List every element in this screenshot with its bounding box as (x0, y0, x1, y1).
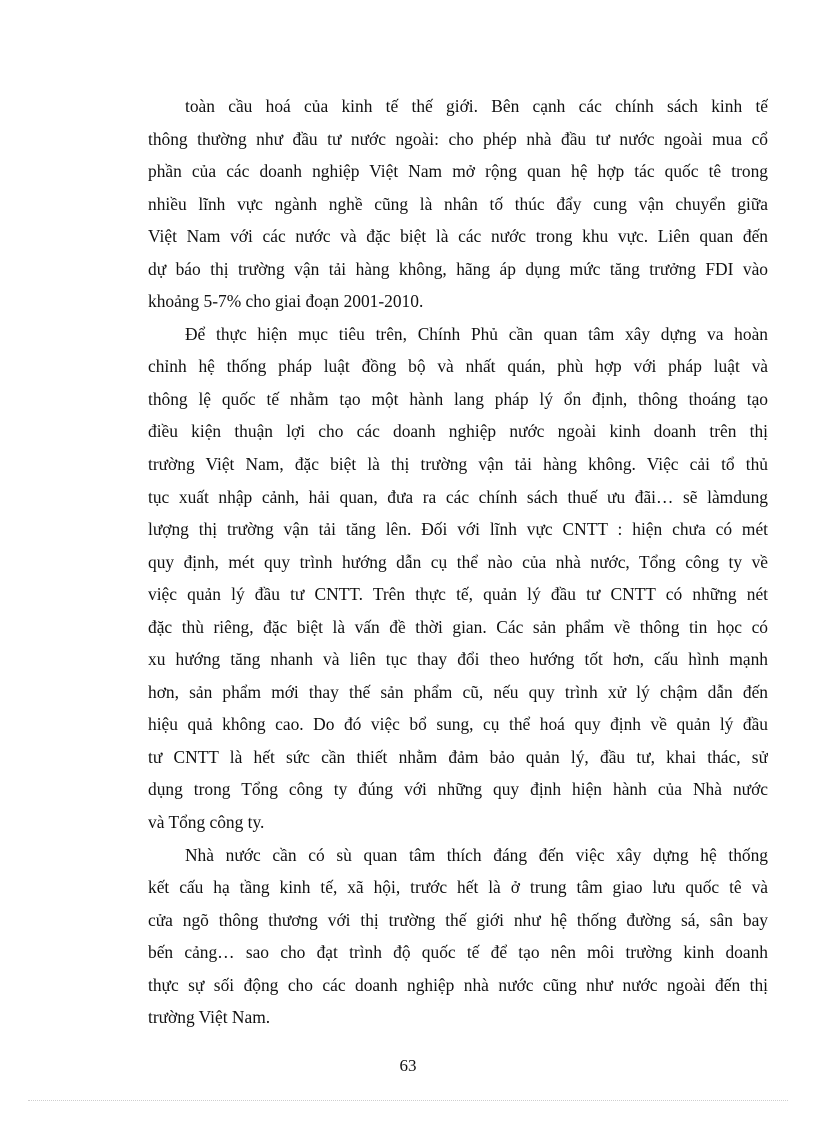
text-line: nhiều lĩnh vực ngành nghề cũng là nhân tố thúc đẩy cung vận chuyển giữa (148, 193, 768, 214)
text-line: khoảng 5-7% cho giai đoạn 2001-2010. (148, 291, 424, 312)
text-line: dự báo thị trường vận tải hàng không, hãng áp dụng mức tăng trưởng FDI vào (148, 258, 768, 279)
text-line: dụng trong Tổng công ty đúng với những quy định hiện hành của Nhà nước (148, 779, 768, 800)
body-text (148, 90, 768, 1034)
text-line: đặc thù riêng, đặc biệt là vấn đề thời gian. Các sản phẩm về thông tin học có (148, 616, 768, 637)
text-line: xu hướng tăng nhanh và liên tục thay đổi theo hướng tốt hơn, cấu hình mạnh (148, 649, 768, 670)
text-line: kết cấu hạ tầng kinh tế, xã hội, trước hết là ở trung tâm giao lưu quốc tê và (148, 877, 768, 898)
text-line: việc quản lý đầu tư CNTT. Trên thực tế, quản lý đầu tư CNTT có những nét (148, 584, 768, 605)
text-line: và Tổng công ty. (148, 812, 265, 833)
text-line: hơn, sản phẩm mới thay thế sản phẩm cũ, nếu quy trình xử lý chậm dẫn đến (148, 681, 768, 702)
text-line: quy định, mét quy trình hướng dẫn cụ thể nào của nhà nước, Tổng công ty về (148, 551, 768, 572)
text-line: bến cảng… sao cho đạt trình độ quốc tế để tạo nên môi trường kinh doanh (148, 942, 768, 963)
text-line: Việt Nam với các nước và đặc biệt là các nước trong khu vực. Liên quan đến (148, 226, 768, 247)
page-number: 63 (399, 1056, 417, 1075)
text-line: cửa ngõ thông thương với thị trường thế giới như hệ thống đường sá, sân bay (148, 909, 768, 930)
text-line: tư CNTT là hết sức cần thiết nhằm đảm bảo quản lý, đầu tư, khai thác, sử (148, 746, 768, 767)
text-line: thông lệ quốc tế nhằm tạo một hành lang pháp lý ổn định, thông thoáng tạo (148, 388, 768, 409)
paragraph (148, 839, 768, 1034)
text-line: hiệu quả không cao. Do đó việc bổ sung, cụ thể hoá quy định về quản lý đầu (148, 714, 768, 735)
text-line: thực sự sối động cho các doanh nghiệp nhà nước cũng như nước ngoài đến thị (148, 974, 768, 995)
text-line: điều kiện thuận lợi cho các doanh nghiệp nước ngoài kinh doanh trên thị (148, 421, 768, 442)
text-line: thông thường như đầu tư nước ngoài: cho phép nhà đầu tư nước ngoài mua cổ (148, 128, 768, 149)
text-line: lượng thị trường vận tải tăng lên. Đối với lĩnh vực CNTT : hiện chưa có mét (148, 519, 768, 540)
page-bottom-divider (28, 1100, 788, 1101)
paragraph (148, 90, 768, 318)
text-line: chỉnh hệ thống pháp luật đồng bộ và nhất quán, phù hợp với pháp luật và (148, 356, 768, 377)
text-line: trường Việt Nam, đặc biệt là thị trường vận tải hàng không. Việc cải tổ thủ (148, 454, 768, 475)
text-line: phần của các doanh nghiệp Việt Nam mở rộng quan hệ hợp tác quốc tê trong (148, 161, 768, 182)
paragraph (148, 318, 768, 839)
text-line: tục xuất nhập cảnh, hải quan, đưa ra các chính sách thuế ưu đãi… sẽ làmdung (148, 486, 768, 507)
text-line: Để thực hiện mục tiêu trên, Chính Phủ cần quan tâm xây dựng va hoàn (185, 323, 768, 344)
text-line: Nhà nước cần có sù quan tâm thích đáng đến việc xây dựng hệ thống (185, 844, 768, 865)
text-line: toàn cầu hoá của kinh tế thế giới. Bên cạnh các chính sách kinh tế (185, 96, 768, 116)
text-line: trường Việt Nam. (148, 1007, 271, 1028)
